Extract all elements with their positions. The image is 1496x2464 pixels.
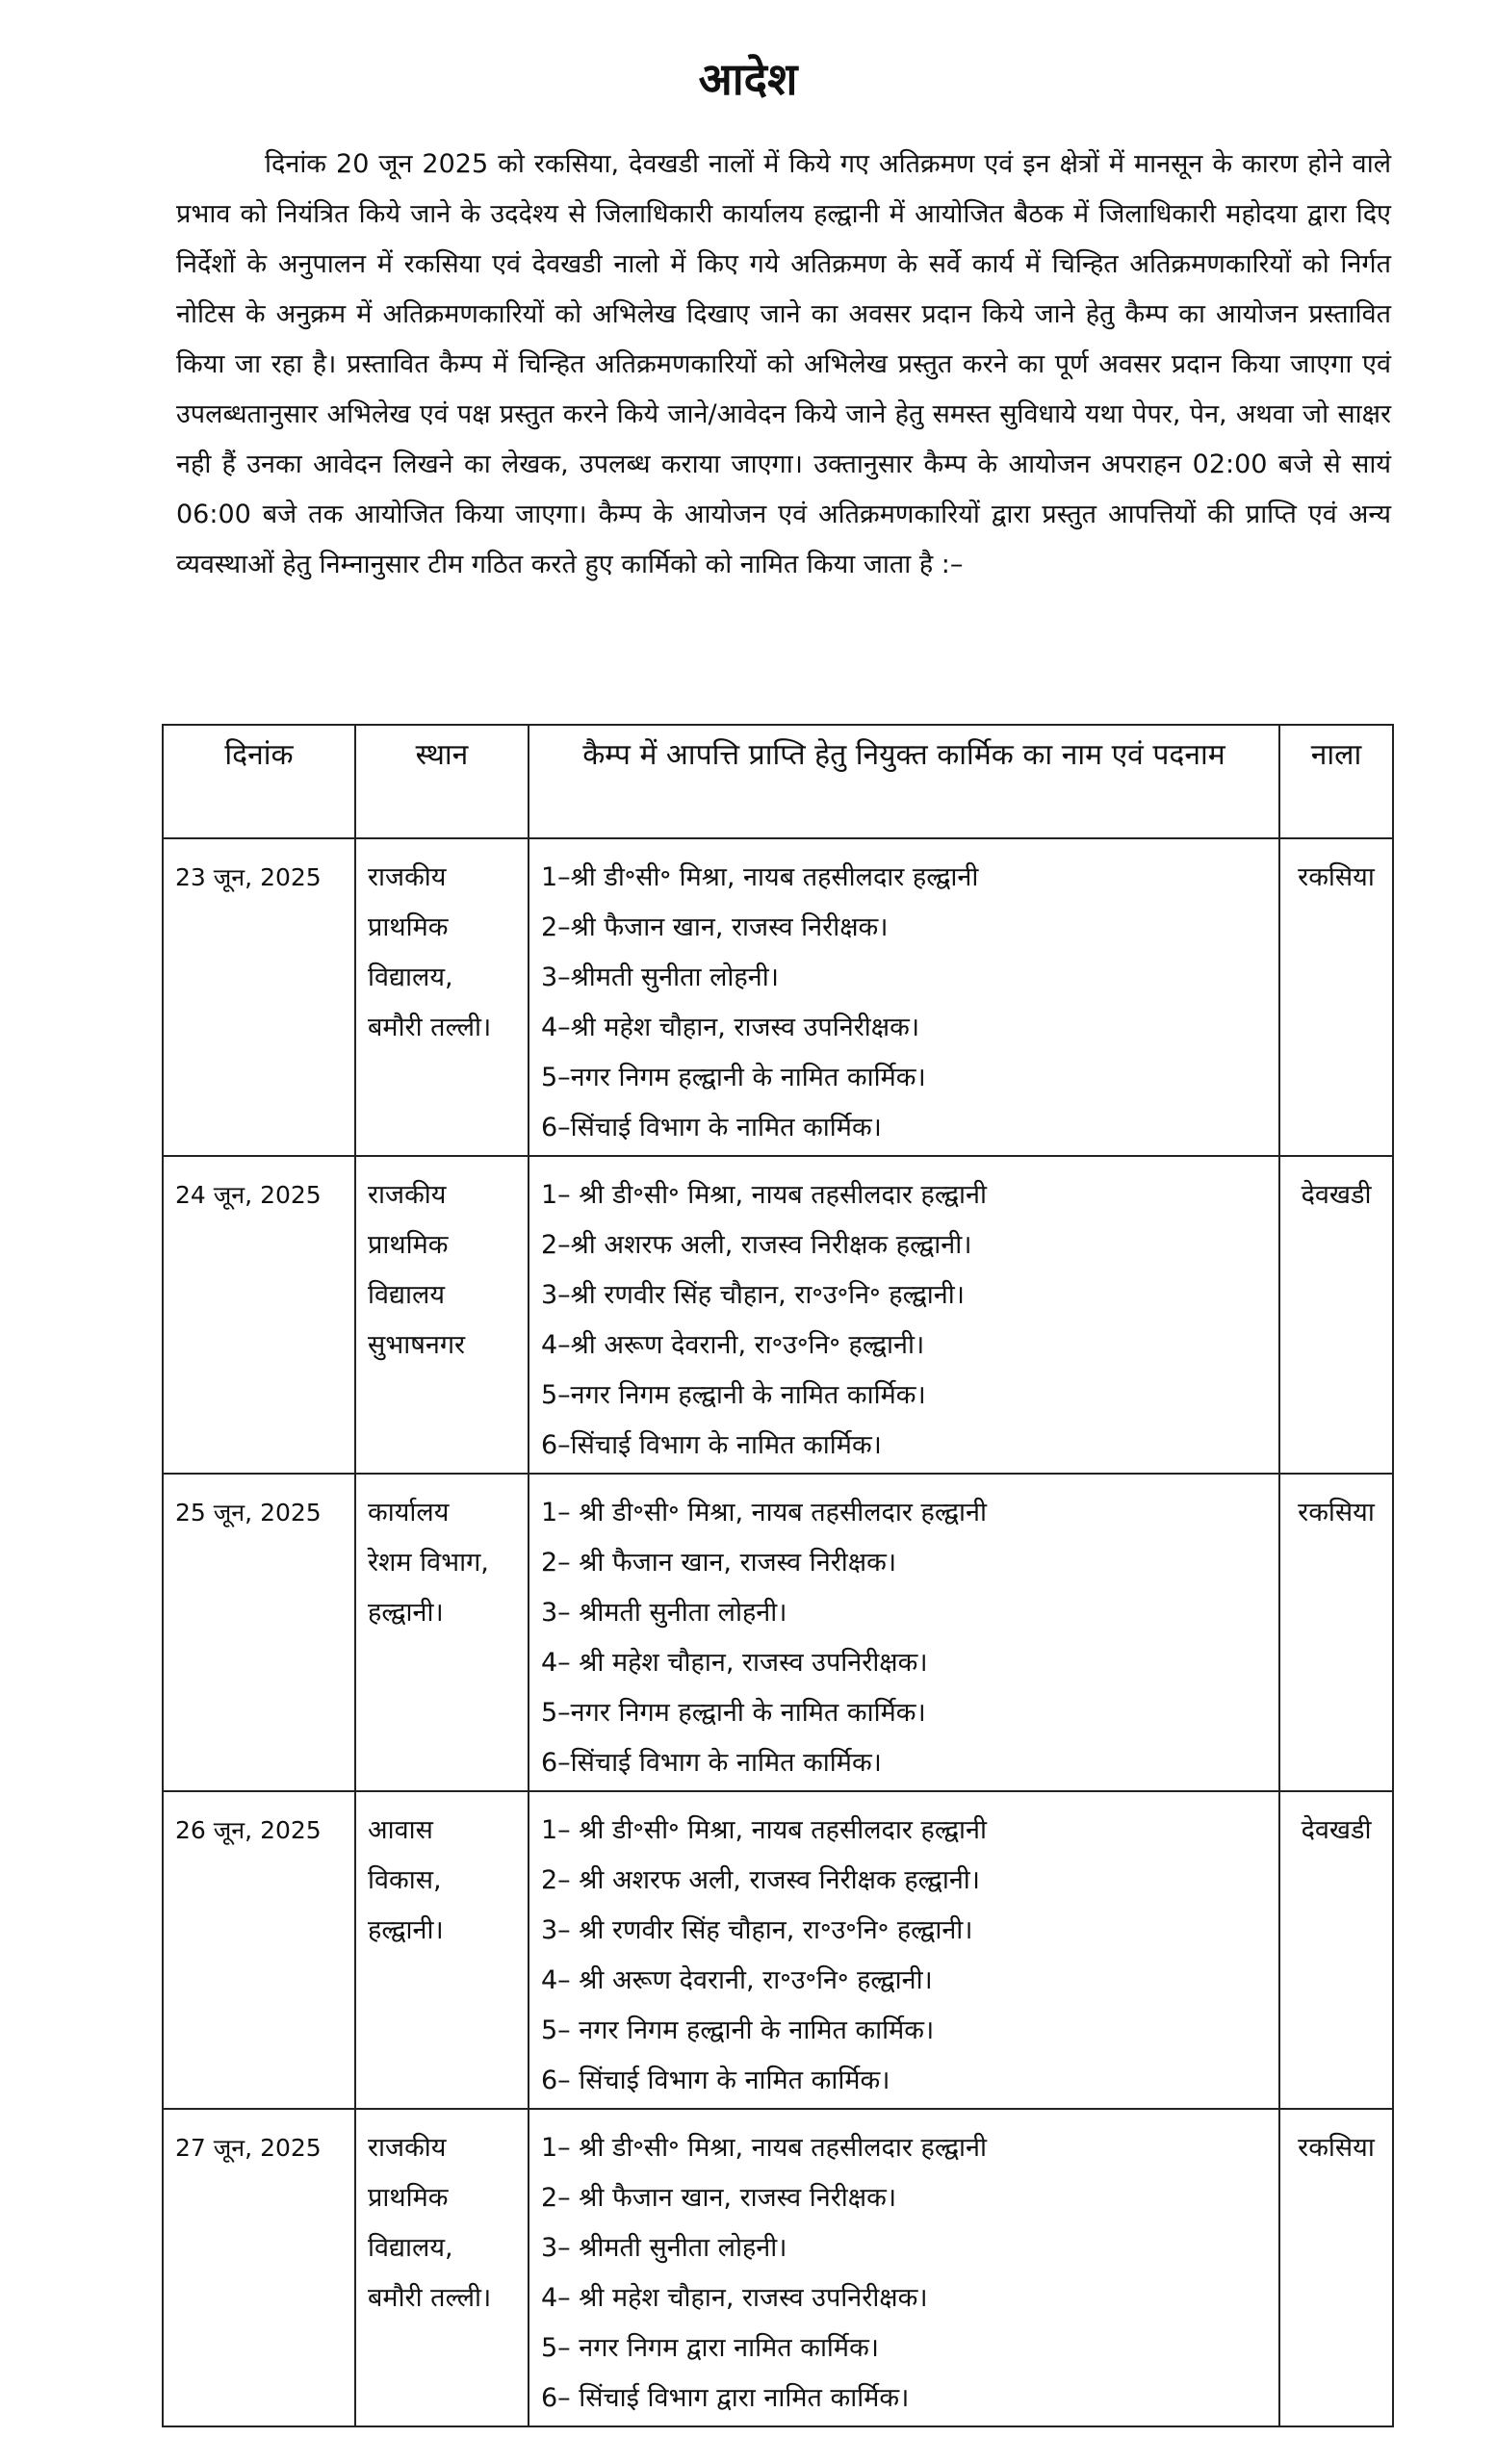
list-item: 1– श्री डी॰सी॰ मिश्रा, नायब तहसीलदार हल्द्वानी (541, 1180, 987, 1210)
cell-staff (529, 838, 1279, 1156)
cell-place (355, 1156, 529, 1474)
cell-place (355, 2109, 529, 2426)
list-item: 2–श्री फैजान खान, राजस्व निरीक्षक। (541, 912, 889, 942)
cell-staff (529, 1156, 1279, 1474)
table-body (163, 838, 1393, 2426)
table-row (163, 1156, 1393, 1474)
list-item: 1– श्री डी॰सी॰ मिश्रा, नायब तहसीलदार हल्द्वानी (541, 1815, 987, 1845)
list-item: 2–श्री अशरफ अली, राजस्व निरीक्षक हल्द्वानी। (541, 1230, 972, 1260)
list-item: 6–सिंचाई विभाग के नामित कार्मिक। (541, 1113, 882, 1142)
cell-place (355, 838, 529, 1156)
cell-place (355, 1474, 529, 1791)
list-item: 1– श्री डी॰सी॰ मिश्रा, नायब तहसीलदार हल्द्वानी (541, 1498, 987, 1527)
cell-nala: देवखडी (1279, 1156, 1393, 1474)
cell-nala: रकसिया (1279, 2109, 1393, 2426)
list-item: 4– श्री महेश चौहान, राजस्व उपनिरीक्षक। (541, 1648, 928, 1678)
list-item: 5– नगर निगम हल्द्वानी के नामित कार्मिक। (541, 2015, 935, 2045)
place-line: रेशम विभाग, (368, 1548, 489, 1578)
list-item: 3– श्री रणवीर सिंह चौहान, रा॰उ॰नि॰ हल्द्वानी। (541, 1915, 973, 1945)
list-item: 5–नगर निगम हल्द्वानी के नामित कार्मिक। (541, 1380, 926, 1410)
list-item: 3–श्री रणवीर सिंह चौहान, रा॰उ॰नि॰ हल्द्वानी। (541, 1280, 965, 1310)
staff-list (541, 2123, 1278, 2424)
list-item: 1–श्री डी॰सी॰ मिश्रा, नायब तहसीलदार हल्द्वानी (541, 862, 979, 892)
list-item: 2– श्री फैजान खान, राजस्व निरीक्षक। (541, 1548, 897, 1578)
header-nala: नाला (1279, 725, 1393, 838)
cell-nala: देवखडी (1279, 1791, 1393, 2109)
document-title: आदेश (698, 53, 798, 105)
place-line: राजकीय (368, 1180, 447, 1210)
table-row (163, 838, 1393, 1156)
camp-schedule-table (162, 724, 1394, 2427)
list-item: 3–श्रीमती सुनीता लोहनी। (541, 962, 779, 992)
table-row (163, 1791, 1393, 2109)
cell-place (355, 1791, 529, 2109)
place-line: कार्यालय (368, 1498, 450, 1527)
table-row (163, 2109, 1393, 2426)
place-line: बमौरी तल्ली। (368, 2283, 492, 2313)
place-line: आवास (368, 1815, 433, 1845)
place-line: प्राथमिक (368, 2183, 449, 2213)
cell-nala: रकसिया (1279, 838, 1393, 1156)
list-item: 4– श्री महेश चौहान, राजस्व उपनिरीक्षक। (541, 2283, 928, 2313)
cell-staff (529, 1791, 1279, 2109)
staff-list (541, 853, 1278, 1153)
list-item: 5–नगर निगम हल्द्वानी के नामित कार्मिक। (541, 1063, 926, 1092)
list-item: 5– नगर निगम द्वारा नामित कार्मिक। (541, 2333, 880, 2363)
place-line: प्राथमिक (368, 1230, 449, 1260)
list-item: 6– सिंचाई विभाग द्वारा नामित कार्मिक। (541, 2383, 910, 2413)
cell-date: 24 जून, 2025 (163, 1156, 355, 1474)
place-line: विद्यालय, (368, 2233, 453, 2263)
list-item: 6–सिंचाई विभाग के नामित कार्मिक। (541, 1748, 882, 1778)
list-item: 2– श्री फैजान खान, राजस्व निरीक्षक। (541, 2183, 897, 2213)
header-date: दिनांक (163, 725, 355, 838)
place-line: प्राथमिक (368, 912, 449, 942)
cell-date: 23 जून, 2025 (163, 838, 355, 1156)
place-line: विकास, (368, 1865, 442, 1895)
place-line: हल्द्वानी। (368, 1598, 444, 1628)
table-row (163, 1474, 1393, 1791)
cell-staff (529, 2109, 1279, 2426)
list-item: 4– श्री अरूण देवरानी, रा॰उ॰नि॰ हल्द्वानी। (541, 1965, 933, 1995)
staff-list (541, 1806, 1278, 2106)
table-header-row (163, 725, 1393, 838)
list-item: 5–नगर निगम हल्द्वानी के नामित कार्मिक। (541, 1698, 926, 1728)
cell-nala: रकसिया (1279, 1474, 1393, 1791)
cell-staff (529, 1474, 1279, 1791)
place-line: विद्यालय, (368, 962, 453, 992)
staff-list (541, 1170, 1278, 1471)
list-item: 2– श्री अशरफ अली, राजस्व निरीक्षक हल्द्वानी। (541, 1865, 981, 1895)
list-item: 3– श्रीमती सुनीता लोहनी। (541, 1598, 787, 1628)
list-item: 6–सिंचाई विभाग के नामित कार्मिक। (541, 1430, 882, 1460)
list-item: 1– श्री डी॰सी॰ मिश्रा, नायब तहसीलदार हल्द्वानी (541, 2133, 987, 2163)
header-staff: कैम्प में आपत्ति प्राप्ति हेतु नियुक्त कार्मिक का नाम एवं पदनाम (529, 725, 1279, 838)
list-item: 4–श्री अरूण देवरानी, रा॰उ॰नि॰ हल्द्वानी। (541, 1330, 925, 1360)
place-line: राजकीय (368, 2133, 447, 2163)
cell-date: 26 जून, 2025 (163, 1791, 355, 2109)
place-line: सुभाषनगर (368, 1330, 466, 1360)
place-line: बमौरी तल्ली। (368, 1013, 492, 1042)
list-item: 6– सिंचाई विभाग के नामित कार्मिक। (541, 2066, 890, 2095)
list-item: 3– श्रीमती सुनीता लोहनी। (541, 2233, 787, 2263)
place-line: विद्यालय (368, 1280, 445, 1310)
staff-list (541, 1488, 1278, 1788)
header-place: स्थान (355, 725, 529, 838)
list-item: 4–श्री महेश चौहान, राजस्व उपनिरीक्षक। (541, 1013, 920, 1042)
order-paragraph: दिनांक 20 जून 2025 को रकसिया, देवखडी नालों में किये गए अतिक्रमण एवं इन क्षेत्रों में मानसून के कारण होने वाले प्रभाव को नियंत्रित किये जाने के उददेश्य से जिलाधिकारी कार्यालय हल्द्वानी में आयोजित बैठक में जिलाधिकारी महोदया द्वारा दिए निर्देशों के अनुपालन में रकसिया एवं देवखडी नालो में किए गये अतिक्रमण के सर्वे कार्य में चिन्हित अतिक्रमणकारियों को निर्गत नोटिस के अनुक्रम में अतिक्रमणकारियों को अभिलेख दिखाए जाने का अवसर प्रदान किये जाने हेतु कैम्प का आयोजन प्रस्तावित किया जा रहा है। प्रस्तावित कैम्प में चिन्हित अतिक्रमणकारियों को अभिलेख प्रस्तुत करने का पूर्ण अवसर प्रदान किया जाएगा एवं उपलब्धतानुसार अभिलेख एवं पक्ष प्रस्तुत करने किये जाने/आवेदन किये जाने हेतु समस्त सुविधाये यथा पेपर, पेन, अथवा जो साक्षर नही हैं उनका आवेदन लिखने का लेखक, उपलब्ध कराया जाएगा। उक्तानुसार कैम्प के आयोजन अपराहन 02:00 बजे से सायं 06:00 बजे तक आयोजित किया जाएगा। कैम्प के आयोजन एवं अतिक्रमणकारियों द्वारा प्रस्तुत आपत्तियों की प्राप्ति एवं अन्य व्यवस्थाओं हेतु निम्नानुसार टीम गठित करते हुए कार्मिको को नामित किया जाता है :– (176, 149, 1391, 579)
cell-date: 27 जून, 2025 (163, 2109, 355, 2426)
cell-date: 25 जून, 2025 (163, 1474, 355, 1791)
place-line: राजकीय (368, 862, 447, 892)
place-line: हल्द्वानी। (368, 1915, 444, 1945)
